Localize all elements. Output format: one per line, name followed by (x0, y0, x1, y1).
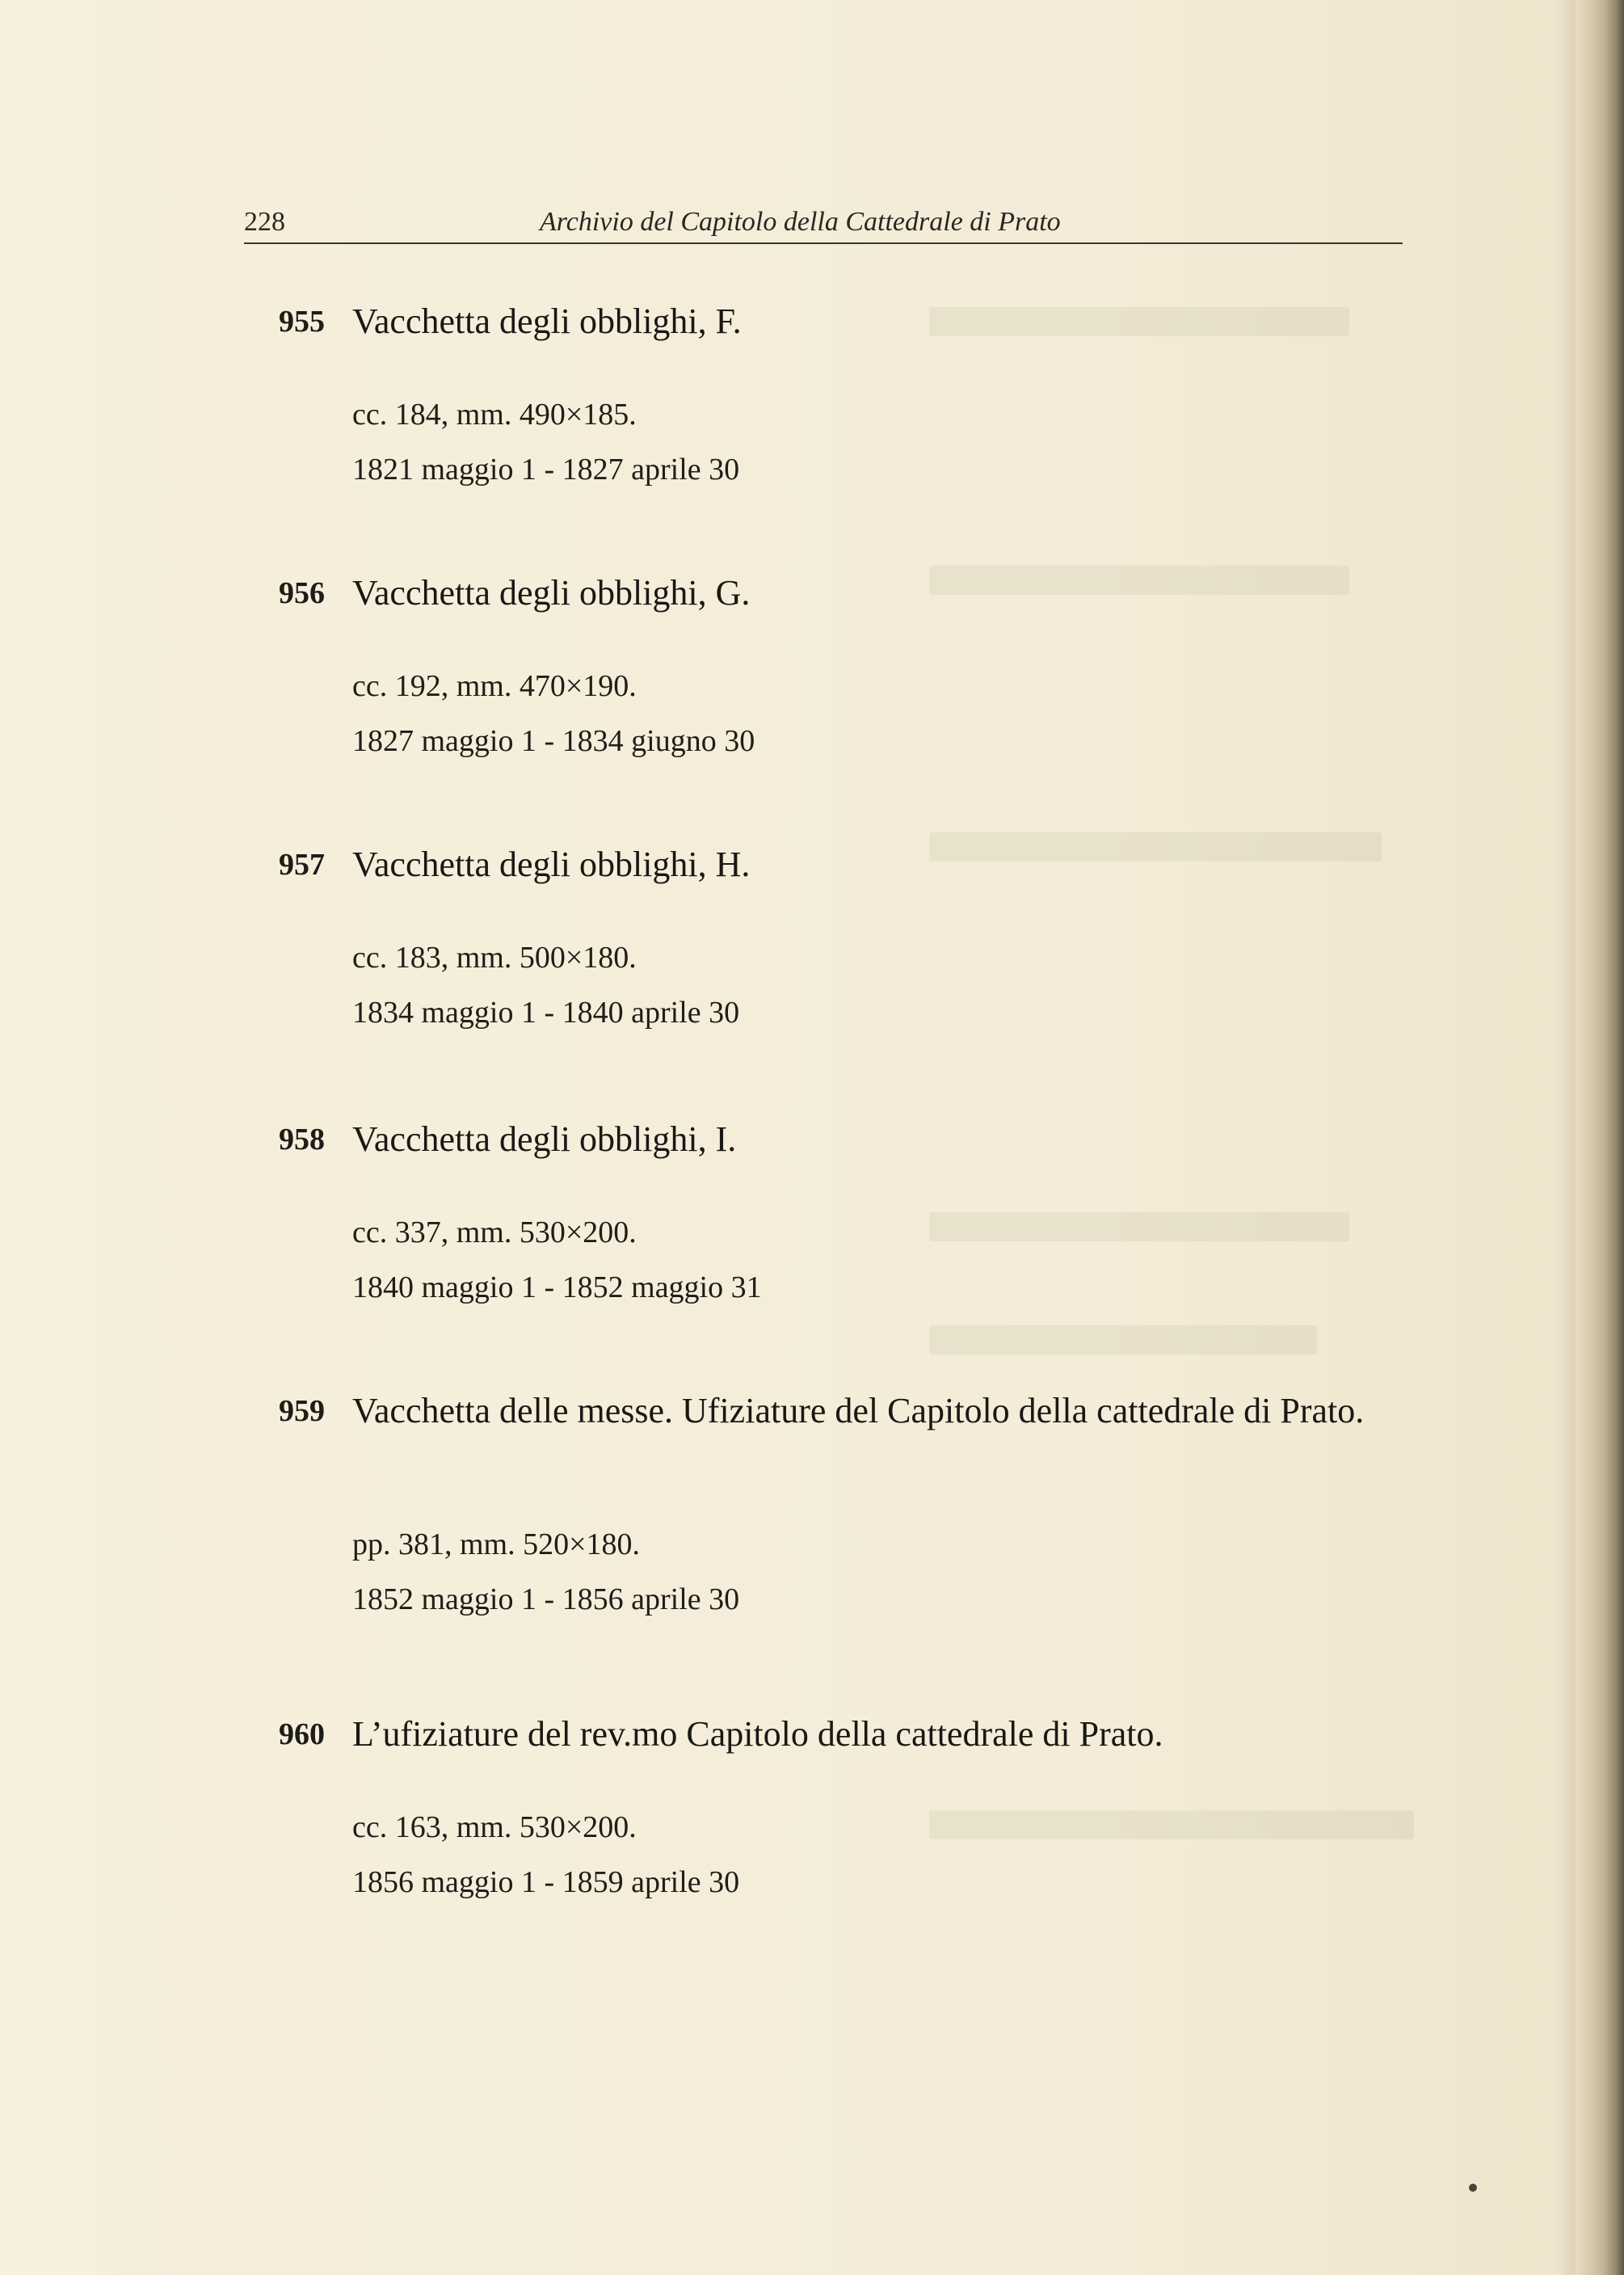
catalog-entry (244, 1117, 1416, 1319)
entry-dates: 1827 maggio 1 - 1834 giugno 30 (352, 724, 755, 758)
entry-title: Vacchetta degli obblighi, I. (352, 1119, 737, 1159)
entry-dates: 1821 maggio 1 - 1827 aprile 30 (352, 453, 740, 487)
page-edge (1576, 0, 1624, 2275)
catalog-entry (244, 571, 1416, 773)
entry-description: cc. 337, mm. 530×200. (352, 1215, 637, 1249)
paper-speck (1469, 2184, 1477, 2192)
entry-title: Vacchetta degli obblighi, G. (352, 573, 751, 613)
catalog-entry (244, 1388, 1416, 1639)
entry-number: 960 (279, 1717, 325, 1751)
entry-number: 959 (279, 1394, 325, 1428)
entry-title: L’ufiziature del rev.mo Capitolo della cattedrale di Prato. (352, 1714, 1163, 1754)
catalog-entry (244, 1712, 1416, 1914)
page-number: 228 (244, 207, 285, 237)
entry-number: 955 (279, 305, 325, 339)
catalog-entry (244, 299, 1416, 501)
catalog-entry (244, 842, 1416, 1044)
running-title: Archivio del Capitolo della Cattedrale di Prato (540, 207, 1061, 237)
entry-dates: 1840 maggio 1 - 1852 maggio 31 (352, 1270, 762, 1304)
entry-number: 957 (279, 848, 325, 882)
entry-dates: 1852 maggio 1 - 1856 aprile 30 (352, 1582, 740, 1616)
entry-description: cc. 184, mm. 490×185. (352, 398, 637, 432)
page-header (244, 202, 1403, 244)
entry-title: Vacchetta degli obblighi, F. (352, 301, 742, 341)
show-through (929, 1325, 1317, 1354)
entry-title: Vacchetta delle messe. Ufiziature del Capitolo della cattedrale di Prato. (352, 1391, 1365, 1430)
entry-description: cc. 183, mm. 500×180. (352, 941, 637, 975)
entry-description: pp. 381, mm. 520×180. (352, 1527, 641, 1561)
entry-dates: 1834 maggio 1 - 1840 aprile 30 (352, 996, 740, 1030)
entry-title: Vacchetta degli obblighi, H. (352, 845, 751, 884)
entry-number: 958 (279, 1123, 325, 1156)
entry-description: cc. 192, mm. 470×190. (352, 669, 637, 703)
entry-description: cc. 163, mm. 530×200. (352, 1810, 637, 1844)
entry-dates: 1856 maggio 1 - 1859 aprile 30 (352, 1865, 740, 1899)
page-gutter-shadow (1556, 0, 1576, 2275)
entry-number: 956 (279, 576, 325, 610)
